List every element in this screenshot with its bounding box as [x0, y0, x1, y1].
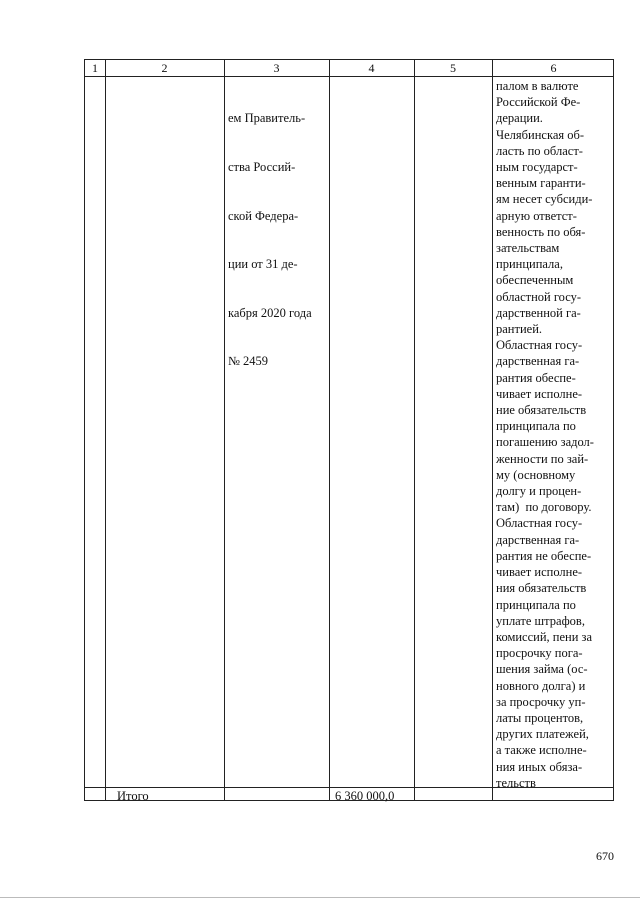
text-line: тельств: [496, 775, 536, 790]
text-line: рантия не обеспе-: [496, 548, 592, 563]
text-line: просрочку пога-: [496, 646, 583, 661]
page-bottom-edge: [0, 897, 640, 898]
text-line: новного долга) и: [496, 678, 586, 693]
text-line: женности по зай-: [496, 451, 589, 466]
text-line: рантией.: [496, 322, 543, 337]
text-line: венным гаранти-: [496, 176, 586, 191]
column-divider: [414, 60, 415, 800]
header-col-3: 3: [273, 61, 280, 75]
column-divider: [492, 60, 493, 800]
text-line: арную ответст-: [496, 208, 577, 223]
text-line: чивает исполне-: [496, 565, 583, 580]
header-col-4: 4: [368, 61, 375, 75]
text-line: обеспеченным: [496, 273, 574, 288]
text-line: Областная госу-: [496, 338, 583, 353]
col6-cell: [496, 78, 594, 791]
text-line: дарственной га-: [496, 305, 581, 320]
text-line: дарственная га-: [496, 354, 580, 369]
text-line: палом в валюте: [496, 79, 579, 93]
page-number: 670: [596, 849, 614, 863]
text-line: уплате штрафов,: [496, 613, 585, 628]
text-line: Челябинская об-: [496, 127, 585, 142]
col3-cell: [228, 78, 312, 402]
text-line: ям несет субсиди-: [496, 192, 593, 207]
text-line: комиссий, пени за: [496, 629, 593, 644]
text-line: Областная госу-: [496, 516, 583, 531]
text-line: ния иных обяза-: [496, 759, 583, 774]
text-line: зательствам: [496, 241, 560, 256]
total-amount: 6 360 000,0: [335, 789, 395, 803]
text-line: ства Россий-: [228, 160, 296, 175]
header-col-5: 5: [450, 61, 456, 75]
header-divider: [85, 76, 613, 77]
text-line: ем Правитель-: [228, 111, 306, 126]
text-line: ласть по област-: [496, 143, 583, 158]
text-line: принципала по: [496, 419, 576, 434]
text-line: № 2459: [228, 354, 269, 369]
text-line: за просрочку уп-: [496, 694, 586, 709]
text-line: шения займа (ос-: [496, 662, 588, 677]
text-line: ской Федера-: [228, 208, 299, 223]
header-col-2: 2: [161, 61, 168, 75]
text-line: латы процентов,: [496, 710, 584, 725]
text-line: ние обязательств: [496, 403, 587, 418]
text-line: там) по договору.: [496, 500, 592, 515]
text-line: ным государст-: [496, 160, 578, 175]
text-line: рантия обеспе-: [496, 370, 576, 385]
text-line: дерации.: [496, 111, 543, 126]
text-line: чивает исполне-: [496, 386, 583, 401]
guarantee-table: [84, 59, 614, 801]
text-line: Российской Фе-: [496, 95, 581, 110]
text-line: ния обязательств: [496, 581, 587, 596]
text-line: дарственная га-: [496, 532, 580, 547]
text-line: областной госу-: [496, 289, 582, 304]
text-line: кабря 2020 года: [228, 305, 312, 320]
text-line: долгу и процен-: [496, 484, 582, 499]
header-col-6: 6: [550, 61, 557, 75]
text-line: принципала по: [496, 597, 576, 612]
total-label: Итого: [117, 789, 149, 803]
text-line: погашению задол-: [496, 435, 594, 450]
text-line: других платежей,: [496, 727, 589, 742]
header-col-1: 1: [92, 61, 98, 75]
text-line: принципала,: [496, 257, 563, 272]
column-divider: [329, 60, 330, 800]
column-divider: [224, 60, 225, 800]
text-line: венность по обя-: [496, 224, 586, 239]
text-line: ции от 31 де-: [228, 257, 298, 272]
column-divider: [105, 60, 106, 800]
text-line: му (основному: [496, 467, 576, 482]
text-line: а также исполне-: [496, 743, 587, 758]
